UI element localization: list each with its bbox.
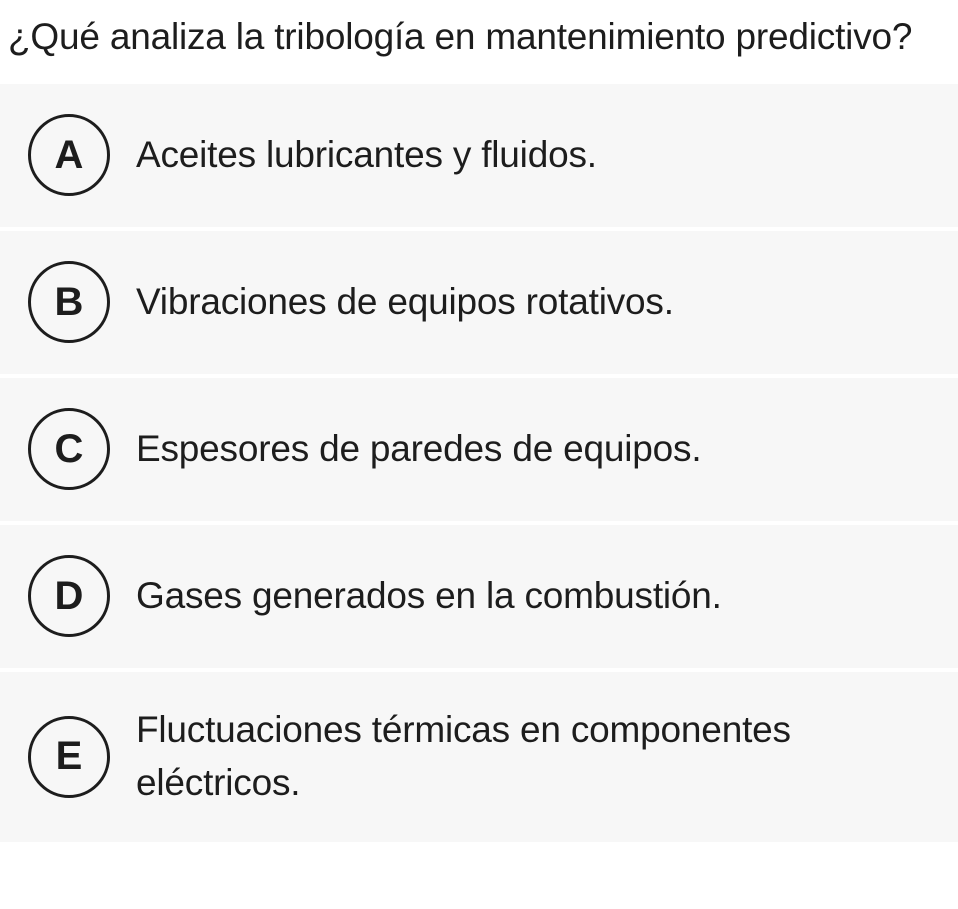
option-label-d: Gases generados en la combustión. <box>136 574 722 616</box>
option-label-e: Fluctuaciones térmicas en componentes eléctricos. <box>136 709 791 803</box>
option-letter-badge-e: E <box>28 716 110 798</box>
answer-option-d[interactable] <box>0 525 958 668</box>
answer-option-b[interactable] <box>0 231 958 374</box>
question-text: ¿Qué analiza la tribología en mantenimiento predictivo? <box>8 16 913 57</box>
option-letter-badge-c: C <box>28 408 110 490</box>
option-letter-badge-a: A <box>28 114 110 196</box>
option-label-a: Aceites lubricantes y fluidos. <box>136 133 597 175</box>
option-letter-badge-d: D <box>28 555 110 637</box>
answer-option-c[interactable] <box>0 378 958 521</box>
answer-option-e[interactable] <box>0 672 958 842</box>
option-label-b: Vibraciones de equipos rotativos. <box>136 280 674 322</box>
answer-options-list <box>0 84 958 842</box>
answer-option-a[interactable] <box>0 84 958 227</box>
option-letter-badge-b: B <box>28 261 110 343</box>
option-label-c: Espesores de paredes de equipos. <box>136 427 702 469</box>
